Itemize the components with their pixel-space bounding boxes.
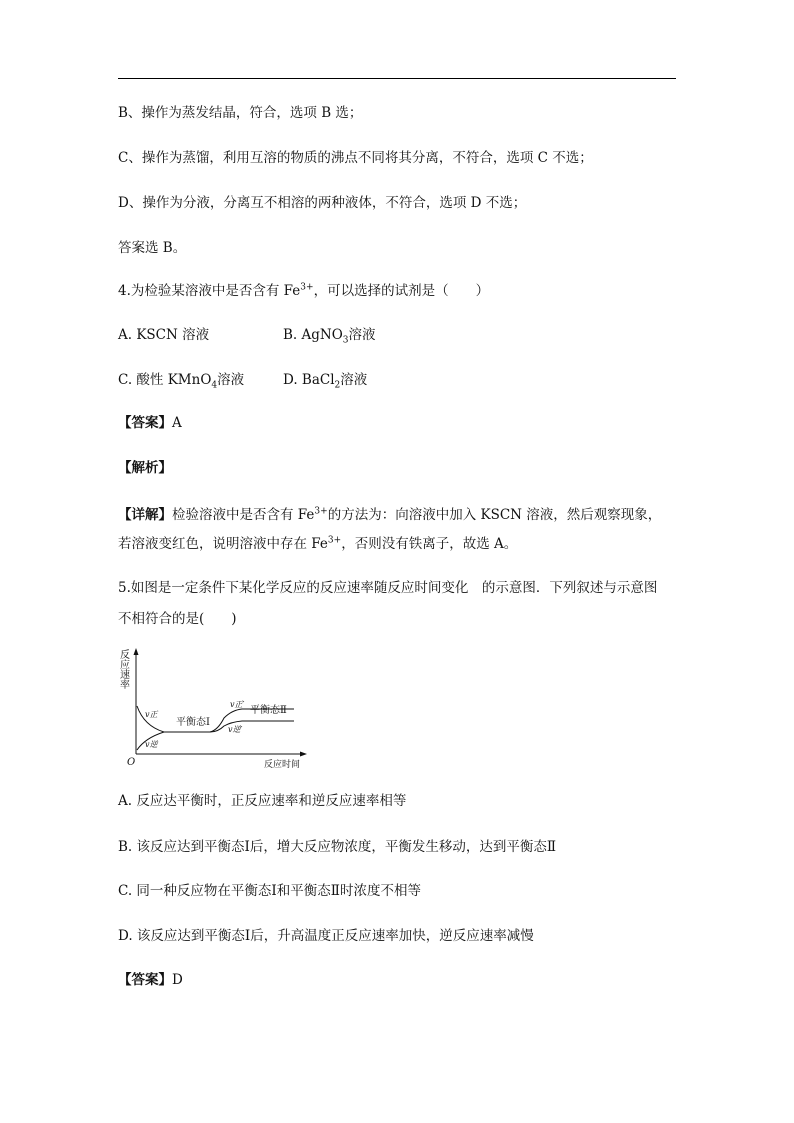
q4-detail-2-post: ，否则没有铁离子，故选 A。	[341, 536, 518, 552]
q4-detail-1-pre: 检验溶液中是否含有 Fe	[172, 507, 315, 523]
y-axis-label-char-2: 应	[120, 660, 130, 671]
q4-option-c-post: 溶液	[217, 372, 245, 388]
q5-stem-line-1: 5.如图是一定条件下某化学反应的反应速率随反应时间变化 的示意图．下列叙述与示意图	[118, 580, 658, 596]
q4-detail-label: 【详解】	[118, 507, 172, 523]
origin-label: O	[127, 757, 136, 768]
header-rule	[118, 78, 676, 79]
v-reverse-2-label: v逆′	[228, 725, 243, 734]
v-reverse-label: v逆	[145, 740, 158, 749]
q4-detail-1-sup: 3+	[314, 506, 328, 517]
x-axis-label: 反应时间	[264, 760, 301, 770]
y-axis-label	[120, 648, 130, 691]
q4-analysis-label: 【解析】	[118, 460, 172, 476]
q4-detail-2-sup: 3+	[327, 535, 342, 546]
q4-options-row-1	[118, 325, 518, 345]
explanation-option-b: B、操作为蒸发结晶，符合，选项 B 选；	[118, 105, 363, 121]
q4-option-a: A. KSCN 溶液	[118, 327, 210, 343]
q5-option-a: A. 反应达平衡时，正反应速率和逆反应速率相等	[118, 793, 407, 809]
q4-option-d-sub: 2	[334, 380, 341, 391]
v-forward-2-label: v正′	[230, 700, 245, 709]
q5-answer-label: 【答案】	[118, 972, 172, 988]
q4-detail-1-post: 的方法为：向溶液中加入 KSCN 溶液，然后观察现象，	[327, 507, 662, 523]
q4-stem-post: ，可以选择的试剂是（ ）	[313, 283, 490, 299]
q4-options-row-2	[118, 370, 518, 390]
y-axis-arrow-icon	[134, 648, 139, 655]
q5-answer	[118, 970, 183, 990]
reverse-rate-curve	[137, 721, 294, 750]
explanation-option-d: D、操作为分液，分离互不相溶的两种液体，不符合，选项 D 不选；	[118, 195, 527, 211]
q5-answer-value: D	[172, 972, 183, 988]
q5-option-c: C. 同一种反应物在平衡态Ⅰ和平衡态Ⅱ时浓度不相等	[118, 883, 421, 899]
q4-detail-line-2	[118, 534, 517, 554]
x-axis-arrow-icon	[300, 752, 307, 757]
equilibrium-state-2-label: 平衡态Ⅱ	[250, 705, 287, 716]
q4-detail-line-1	[118, 505, 661, 525]
q4-option-d	[283, 370, 367, 390]
v-forward-label: v正	[145, 710, 158, 719]
q5-stem-line-2: 不相符合的是( )	[118, 611, 237, 627]
q5-option-b: B. 该反应达到平衡态Ⅰ后，增大反应物浓度，平衡发生移动，达到平衡态Ⅱ	[118, 839, 557, 855]
y-axis-label-char-4: 率	[120, 680, 130, 691]
explanation-option-c: C、操作为蒸馏，利用互溶的物质的沸点不同将其分离，不符合，选项 C 不选；	[118, 150, 593, 166]
q4-option-b-post: 溶液	[348, 327, 376, 343]
q4-stem-sup: 3+	[300, 282, 314, 293]
equilibrium-state-1-label: 平衡态Ⅰ	[176, 717, 210, 728]
q4-answer	[118, 413, 182, 433]
q4-stem	[118, 281, 489, 301]
q4-answer-label: 【答案】	[118, 415, 172, 431]
q4-option-b-pre: B. AgNO	[283, 327, 343, 343]
q4-option-c-sub: 4	[211, 380, 218, 391]
y-axis-label-char-3: 速	[120, 670, 130, 681]
q4-option-b	[283, 325, 376, 345]
q4-option-d-pre: D. BaCl	[283, 372, 335, 388]
reaction-rate-diagram	[118, 646, 318, 771]
q4-option-c-pre: C. 酸性 KMnO	[118, 372, 212, 388]
q4-option-c	[118, 372, 245, 391]
q4-answer-value: A	[172, 415, 182, 431]
explanation-answer: 答案选 B。	[118, 240, 187, 256]
q4-option-d-post: 溶液	[340, 372, 368, 388]
q5-option-d: D. 该反应达到平衡态Ⅰ后，升高温度正反应速率加快，逆反应速率减慢	[118, 928, 534, 944]
q4-detail-2-pre: 若溶液变红色，说明溶液中存在 Fe	[118, 536, 328, 552]
y-axis-label-char-1: 反	[120, 650, 130, 661]
q4-option-b-sub: 3	[342, 335, 349, 346]
q4-stem-pre: 4.为检验某溶液中是否含有 Fe	[118, 283, 301, 299]
